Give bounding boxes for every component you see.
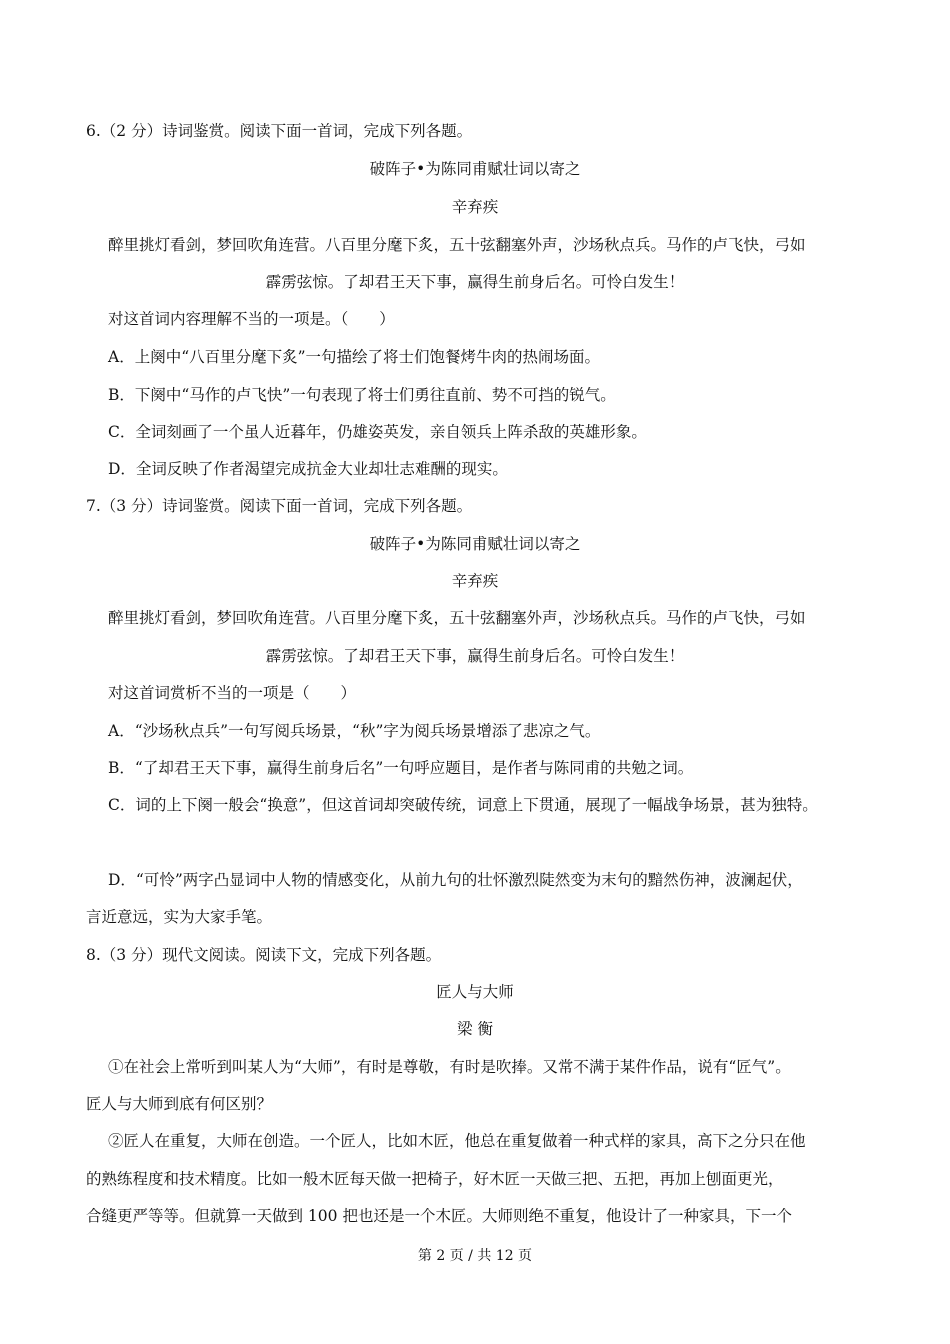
q7-option-d-line-2: 言近意远，实为大家手笔。 [86, 908, 273, 926]
q7-poem-author: 辛弃疾 [451, 572, 499, 590]
q7-option-a: A．“沙场秋点兵”一句写阅兵场景，“秋”字为阅兵场景增添了悲凉之气。 [108, 722, 601, 740]
q7-question: 对这首词赏析不当的一项是（ ） [108, 684, 357, 702]
q8-article-author: 梁 衡 [457, 1020, 493, 1038]
q8-stem: 8.（3 分）现代文阅读。阅读下文，完成下列各题。 [86, 946, 442, 964]
q8-article-title: 匠人与大师 [436, 983, 514, 1001]
q6-option-c: C．全词刻画了一个虽人近暮年，仍雄姿英发，亲自领兵上阵杀敌的英雄形象。 [108, 423, 647, 441]
q7-option-b: B．“了却君王天下事，赢得生前身后名”一句呼应题目，是作者与陈同甫的共勉之词。 [108, 759, 694, 777]
page-number-footer: 第 2 页 / 共 12 页 [417, 1248, 533, 1264]
q8-para2-line-3: 合缝更严等等。但就算一天做到 100 把也还是一个木匠。大师则绝不重复，他设计了一种家具，下一个 [86, 1207, 792, 1225]
q7-option-c: C．词的上下阕一般会“换意”，但这首词却突破传统，词意上下贯通，展现了一幅战争场景，甚为独特。 [108, 796, 818, 814]
q6-option-b: B．下阕中“马作的卢飞快”一句表现了将士们勇往直前、势不可挡的锐气。 [108, 386, 616, 404]
q8-para2-line-1: ②匠人在重复，大师在创造。一个匠人，比如木匠，他总在重复做着一种式样的家具，高下之分只在他 [108, 1132, 806, 1150]
q7-poem-title: 破阵子•为陈同甫赋壮词以寄之 [369, 535, 581, 553]
q6-poem-line-1: 醉里挑灯看剑，梦回吹角连营。八百里分麾下炙，五十弦翻塞外声，沙场秋点兵。马作的卢飞快，弓如 [108, 236, 806, 254]
q6-poem-author: 辛弃疾 [451, 198, 499, 216]
q8-para2-line-2: 的熟练程度和技术精度。比如一般木匠每天做一把椅子，好木匠一天做三把、五把，再加上刨面更光， [86, 1170, 784, 1188]
q7-poem-line-2: 霹雳弦惊。了却君王天下事，赢得生前身后名。可怜白发生！ [265, 647, 685, 665]
q6-poem-line-2: 霹雳弦惊。了却君王天下事，赢得生前身后名。可怜白发生！ [265, 273, 685, 291]
q6-question: 对这首词内容理解不当的一项是。（ ） [108, 310, 395, 328]
q6-option-d: D．全词反映了作者渴望完成抗金大业却壮志难酬的现实。 [108, 460, 508, 478]
q6-stem: 6.（2 分）诗词鉴赏。阅读下面一首词，完成下列各题。 [86, 122, 473, 140]
q7-poem-line-1: 醉里挑灯看剑，梦回吹角连营。八百里分麾下炙，五十弦翻塞外声，沙场秋点兵。马作的卢飞快，弓如 [108, 609, 806, 627]
q7-stem: 7.（3 分）诗词鉴赏。阅读下面一首词，完成下列各题。 [86, 497, 473, 515]
q8-para1-line-2: 匠人与大师到底有何区别？ [86, 1095, 273, 1113]
q7-option-d-line-1: D．“可怜”两字凸显词中人物的情感变化，从前九句的壮怀激烈陡然变为末句的黯然伤神，波澜起伏， [108, 871, 803, 889]
q6-poem-title: 破阵子•为陈同甫赋壮词以寄之 [369, 160, 581, 178]
q8-para1-line-1: ①在社会上常听到叫某人为“大师”，有时是尊敬，有时是吹捧。又常不满于某件作品，说有“匠气”。 [108, 1058, 791, 1076]
q6-option-a: A．上阕中“八百里分麾下炙”一句描绘了将士们饱餐烤牛肉的热闹场面。 [108, 348, 601, 366]
